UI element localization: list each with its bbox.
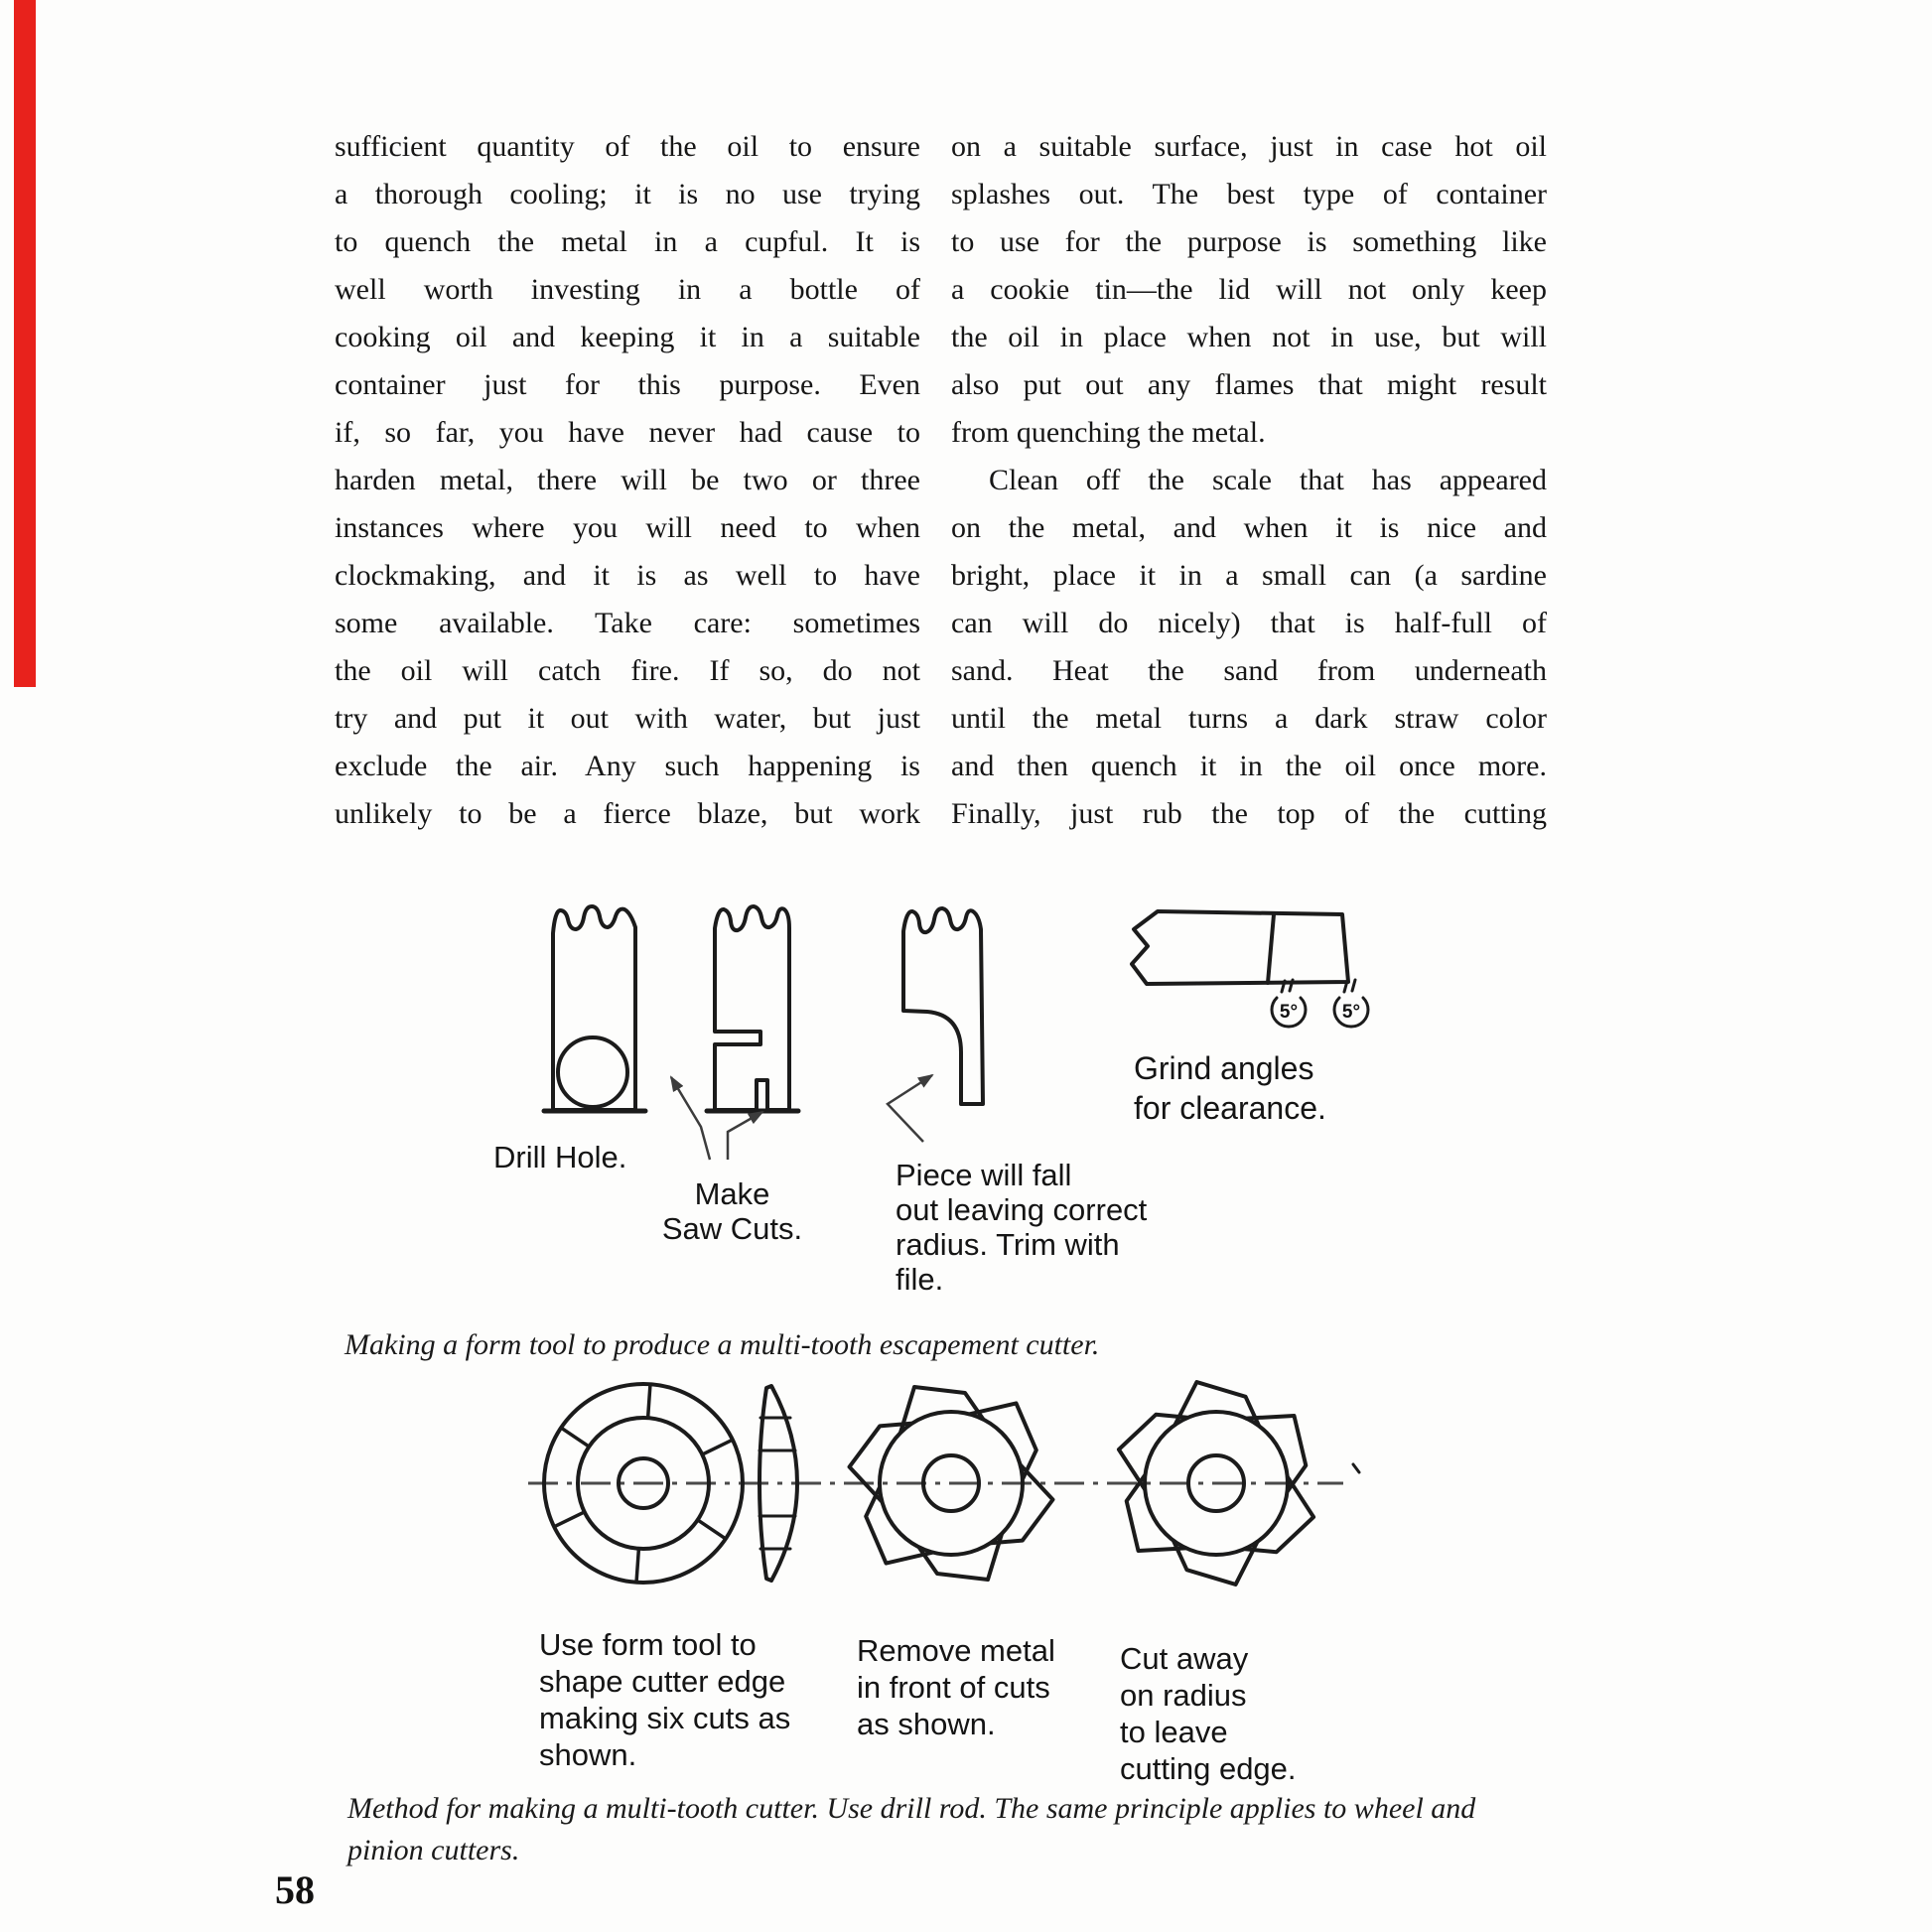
figure2-caption: [347, 1788, 1475, 1871]
text-line: the oil in place when not in use, but will: [951, 321, 1547, 353]
label-line: for clearance.: [1134, 1090, 1326, 1126]
text-line: and then quench it in the oil once more.: [951, 750, 1547, 782]
text-line: splashes out. The best type of container: [951, 178, 1547, 210]
drilled-hole: [558, 1037, 627, 1107]
caption-line: pinion cutters.: [347, 1834, 520, 1866]
grind-angles-bar: [1132, 911, 1368, 1027]
label-line: shape cutter edge: [539, 1664, 786, 1699]
text-line: to use for the purpose is something like: [951, 225, 1547, 258]
text-line: bright, place it in a small can (a sardine: [951, 559, 1547, 592]
label-line: Use form tool to: [539, 1627, 757, 1662]
saw-cuts-bar: [671, 906, 798, 1160]
saw-cut-arrow: [728, 1112, 762, 1160]
text-line: from quenching the metal.: [951, 416, 1266, 449]
figure1-caption: Making a form tool to produce a multi-tooth escapement cutter.: [345, 1328, 1100, 1361]
text-line: container just for this purpose. Even: [335, 368, 920, 401]
form-tool-diagram: [417, 884, 1410, 1181]
text-line: clockmaking, and it is as well to have: [335, 559, 920, 592]
drill-hole-label: Drill Hole.: [493, 1140, 627, 1174]
grind-angles-label: [1134, 1048, 1326, 1128]
label-line: on radius: [1120, 1678, 1247, 1713]
angle-value: 5°: [1279, 1002, 1299, 1023]
radius-arrow: [888, 1075, 932, 1142]
label-line: shown.: [539, 1737, 637, 1772]
text-line: try and put it out with water, but just: [335, 702, 920, 735]
make-saw-cuts-label: [650, 1176, 814, 1246]
label-line: Grind angles: [1134, 1050, 1314, 1086]
text-line: can will do nicely) that is half-full of: [951, 607, 1547, 639]
label-line: Cut away: [1120, 1641, 1249, 1676]
drill-hole-bar: [544, 906, 645, 1111]
label-line: Remove metal: [857, 1633, 1055, 1668]
text-line: unlikely to be a fierce blaze, but work: [335, 797, 920, 830]
label-line: file.: [896, 1262, 944, 1297]
label-line: radius. Trim with: [896, 1227, 1120, 1262]
text-line: a cookie tin—the lid will not only keep: [951, 273, 1547, 306]
caption-line: Method for making a multi-tooth cutter. Use drill rod. The same principle applies to wheel and: [347, 1792, 1476, 1825]
label-line: cutting edge.: [1120, 1751, 1297, 1786]
label-line: in front of cuts: [857, 1670, 1050, 1705]
label-line: out leaving correct: [896, 1192, 1148, 1227]
red-margin-bar: [14, 0, 36, 687]
text-line: some available. Take care: sometimes: [335, 607, 920, 639]
label-line: Piece will fall: [896, 1158, 1072, 1192]
label-line: to leave: [1120, 1715, 1228, 1749]
text-line: on the metal, and when it is nice and: [951, 511, 1547, 544]
text-line: a thorough cooling; it is no use trying: [335, 178, 920, 210]
text-line: if, so far, you have never had cause to: [335, 416, 920, 449]
clearance-angle-symbol: [1272, 980, 1306, 1027]
label-line: Saw Cuts.: [661, 1211, 803, 1246]
text-line: Finally, just rub the top of the cutting: [951, 797, 1547, 830]
radius-piece-bar: [888, 908, 983, 1142]
text-line: Clean off the scale that has appeared: [989, 464, 1547, 496]
text-line: also put out any flames that might result: [951, 368, 1547, 401]
use-form-tool-label: [539, 1626, 790, 1773]
clearance-angle-symbol: [1334, 980, 1368, 1027]
text-line: exclude the air. Any such happening is: [335, 750, 920, 782]
text-line: well worth investing in a bottle of: [335, 273, 920, 306]
saw-cut-arrow: [671, 1077, 710, 1160]
left-text-column: [335, 123, 920, 838]
text-line: to quench the metal in a cupful. It is: [335, 225, 920, 258]
text-line: the oil will catch fire. If so, do not: [335, 654, 920, 687]
multi-tooth-cutter-diagram: [417, 1372, 1410, 1606]
label-line: making six cuts as: [539, 1701, 791, 1735]
text-line: instances where you will need to when: [335, 511, 920, 544]
angle-value: 5°: [1341, 1002, 1361, 1023]
label-line: as shown.: [857, 1707, 996, 1741]
text-line: sufficient quantity of the oil to ensure: [335, 130, 920, 163]
piece-falls-label: [896, 1158, 1147, 1297]
label-line: Make: [694, 1176, 770, 1211]
text-line: harden metal, there will be two or three: [335, 464, 920, 496]
cut-away-label: [1120, 1640, 1297, 1787]
page-number: 58: [275, 1867, 315, 1912]
text-line: on a suitable surface, just in case hot oil: [951, 130, 1547, 163]
right-text-column: [951, 123, 1547, 838]
text-line: sand. Heat the sand from underneath: [951, 654, 1547, 687]
remove-metal-label: [857, 1632, 1055, 1742]
text-line: cooking oil and keeping it in a suitable: [335, 321, 920, 353]
text-line: until the metal turns a dark straw color: [951, 702, 1547, 735]
